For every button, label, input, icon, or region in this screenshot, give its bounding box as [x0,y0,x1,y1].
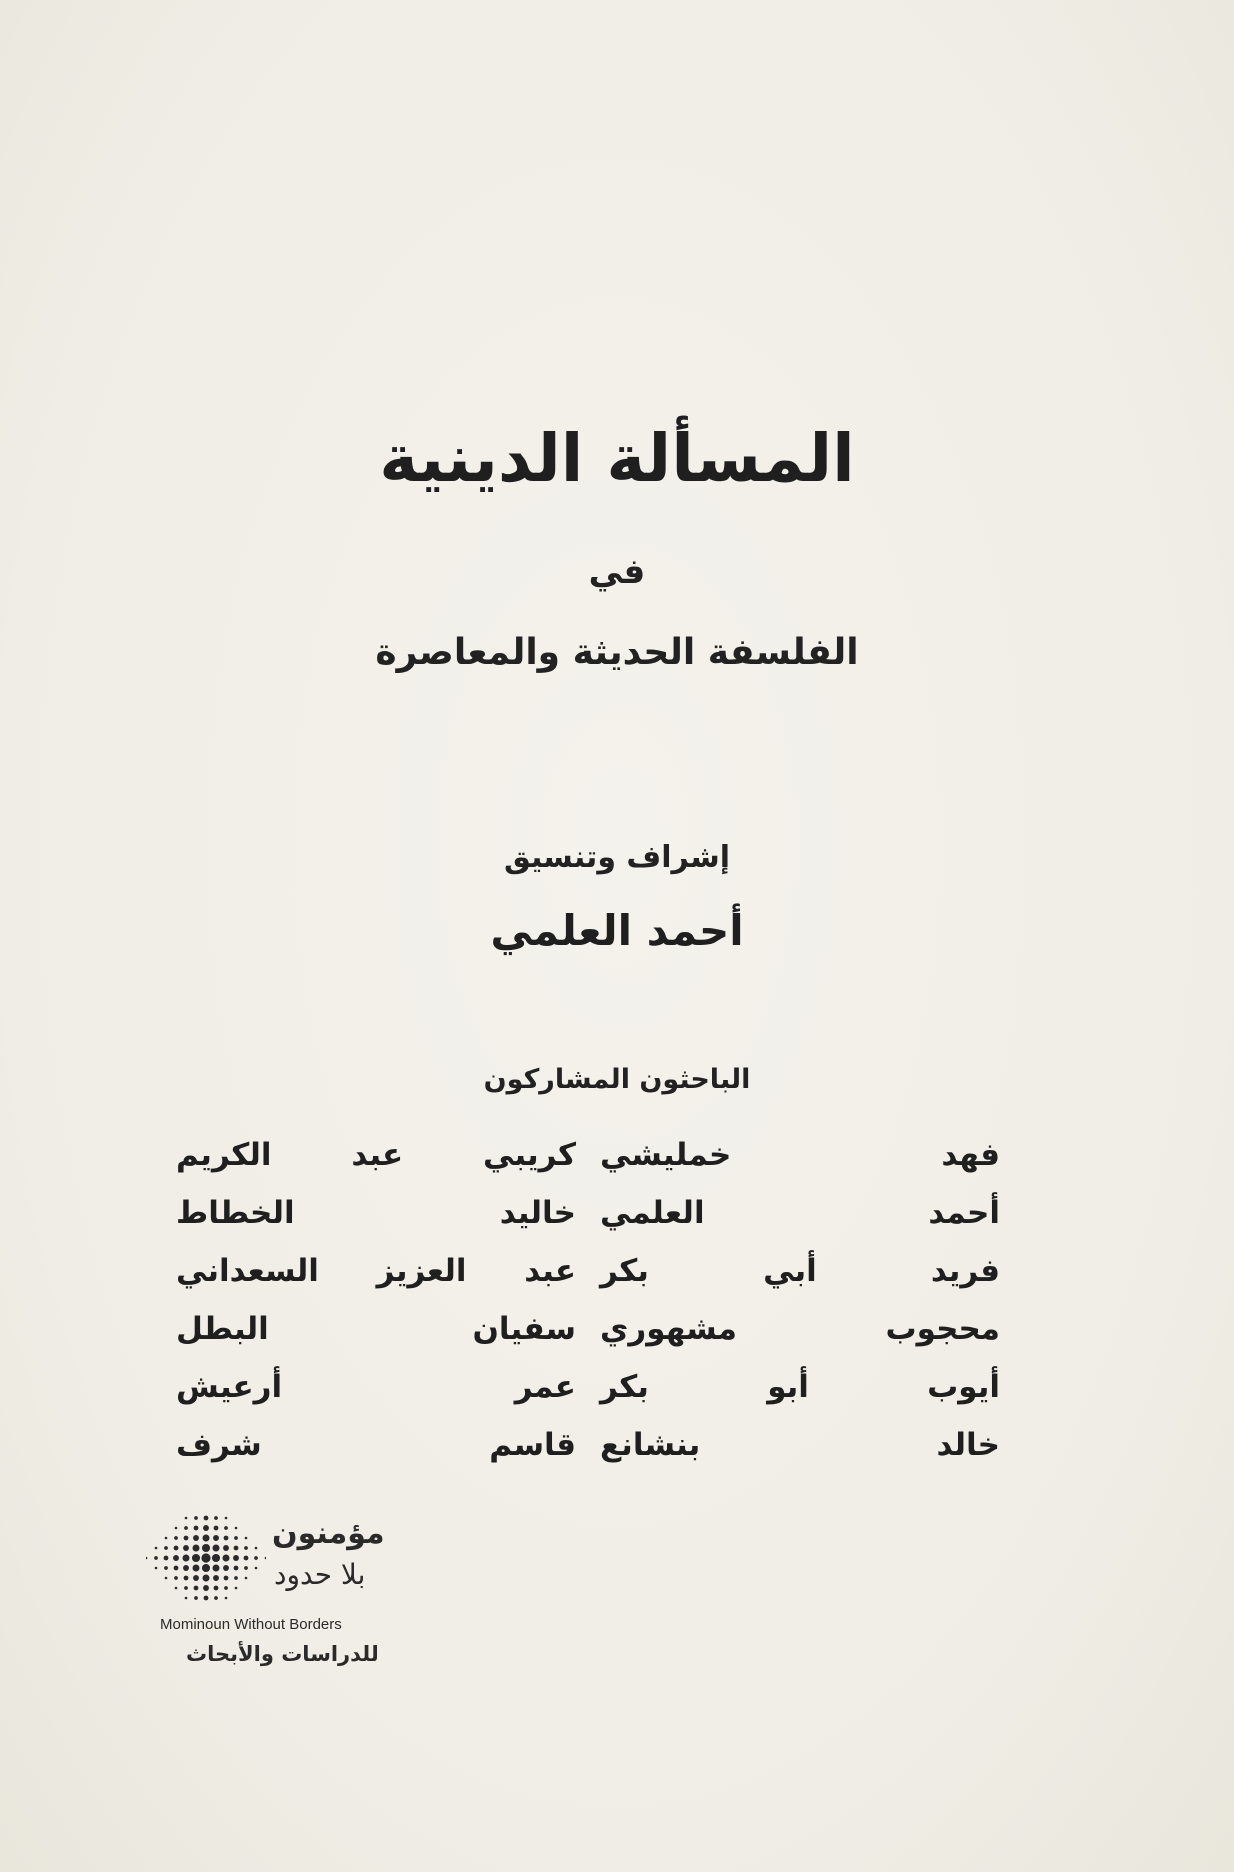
emblem-dot [183,1545,189,1551]
emblem-dot [155,1547,158,1550]
emblem-dot [235,1587,238,1590]
researcher-name: فريد أبي بكر [600,1253,1000,1289]
researchers-right-column [600,1126,1000,1474]
emblem-dot [174,1546,179,1551]
emblem-dot [254,1556,258,1560]
emblem-dot [255,1567,258,1570]
emblem-dot [213,1575,219,1581]
emblem-dot [203,1535,210,1542]
emblem-dot [164,1556,169,1561]
emblem-dot [214,1596,218,1600]
emblem-dot [165,1537,168,1540]
emblem-dot [244,1566,248,1570]
emblem-dot [193,1565,200,1572]
researcher-name: أيوب أبو بكر [600,1369,1000,1405]
emblem-dot [184,1576,189,1581]
emblem-dot [194,1586,199,1591]
emblem-dot [245,1537,248,1540]
emblem-dot [213,1535,219,1541]
emblem-dot [146,1557,147,1560]
emblem-dot [244,1546,248,1550]
emblem-dot [265,1557,266,1560]
emblem-dot [193,1535,199,1541]
emblem-dot [225,1517,228,1520]
emblem-dot [164,1546,168,1550]
researcher-name: فهد خمليشي [600,1137,1000,1173]
emblem-dot [223,1545,229,1551]
publisher-logo [146,1508,406,1678]
researcher-name: عبد العزيز السعداني [176,1253,576,1289]
emblem-dot [184,1536,189,1541]
emblem-dot [214,1516,218,1520]
emblem-dot [202,1544,210,1552]
emblem-dot [214,1526,219,1531]
emblem-dot [164,1566,168,1570]
researchers-label: الباحثون المشاركون [483,1064,751,1095]
emblem-dot [203,1575,210,1582]
emblem-dot [225,1597,228,1600]
researchers-left-column [176,1126,576,1474]
researcher-name: خاليد الخطاط [176,1195,576,1231]
emblem-dot [173,1555,179,1561]
emblem-dot [224,1536,229,1541]
emblem-dot [165,1577,168,1580]
emblem-dot [244,1556,249,1561]
emblem-dot [235,1527,238,1530]
emblem-dot [224,1576,229,1581]
emblem-dot [233,1555,239,1561]
researcher-name: خالد بنشانع [600,1427,1000,1463]
researcher-name: محجوب مشهوري [600,1311,1000,1347]
emblem-dot [224,1526,228,1530]
publisher-subtitle-arabic: للدراسات والأبحاث [186,1642,379,1666]
emblem-dot [184,1526,188,1530]
title-connector: في [588,552,646,592]
emblem-dot [204,1596,209,1601]
publisher-name-english: Mominoun Without Borders [160,1616,342,1633]
researcher-name: عمر أرعيش [176,1369,576,1405]
emblem-dot [214,1586,219,1591]
emblem-dot [202,1564,210,1572]
emblem-dot [201,1553,210,1562]
emblem-dot [174,1576,178,1580]
emblem-dot [255,1547,258,1550]
emblem-dot [175,1527,178,1530]
emblem-dot [154,1556,158,1560]
dots-emblem-icon [146,1508,266,1608]
emblem-dot [194,1526,199,1531]
emblem-dot [155,1567,158,1570]
publisher-name-arabic: مؤمنون [272,1516,385,1551]
emblem-dot [193,1575,199,1581]
emblem-dot [192,1554,200,1562]
emblem-dot [212,1554,220,1562]
emblem-dot [204,1516,209,1521]
emblem-dot [183,1555,190,1562]
emblem-dot [194,1516,198,1520]
emblem-dot [174,1566,179,1571]
supervisor-name: أحمد العلمي [490,906,744,955]
emblem-dot [203,1525,209,1531]
emblem-dot [234,1546,239,1551]
researcher-name: كريبي عبد الكريم [176,1137,576,1173]
book-subtitle: الفلسفة الحديثة والمعاصرة [375,632,859,673]
supervision-label: إشراف وتنسيق [504,840,730,875]
emblem-dot [234,1576,238,1580]
emblem-dot [203,1585,209,1591]
emblem-dot [213,1545,220,1552]
researcher-name: أحمد العلمي [600,1195,1000,1231]
emblem-dot [193,1545,200,1552]
emblem-dot [184,1586,188,1590]
emblem-dot [174,1536,178,1540]
emblem-dot [223,1565,229,1571]
emblem-dot [224,1586,228,1590]
emblem-dot [245,1577,248,1580]
researcher-name: قاسم شرف [176,1427,576,1463]
publisher-tagline-arabic: بلا حدود [274,1558,366,1591]
emblem-dot [183,1565,189,1571]
emblem-dot [185,1597,188,1600]
emblem-dot [223,1555,230,1562]
emblem-dot [194,1596,198,1600]
researcher-name: سفيان البطل [176,1311,576,1347]
emblem-dot [175,1587,178,1590]
emblem-dot [213,1565,220,1572]
emblem-dot [185,1517,188,1520]
book-title: المسألة الدينية [379,420,855,497]
emblem-dot [234,1536,238,1540]
emblem-dot [234,1566,239,1571]
